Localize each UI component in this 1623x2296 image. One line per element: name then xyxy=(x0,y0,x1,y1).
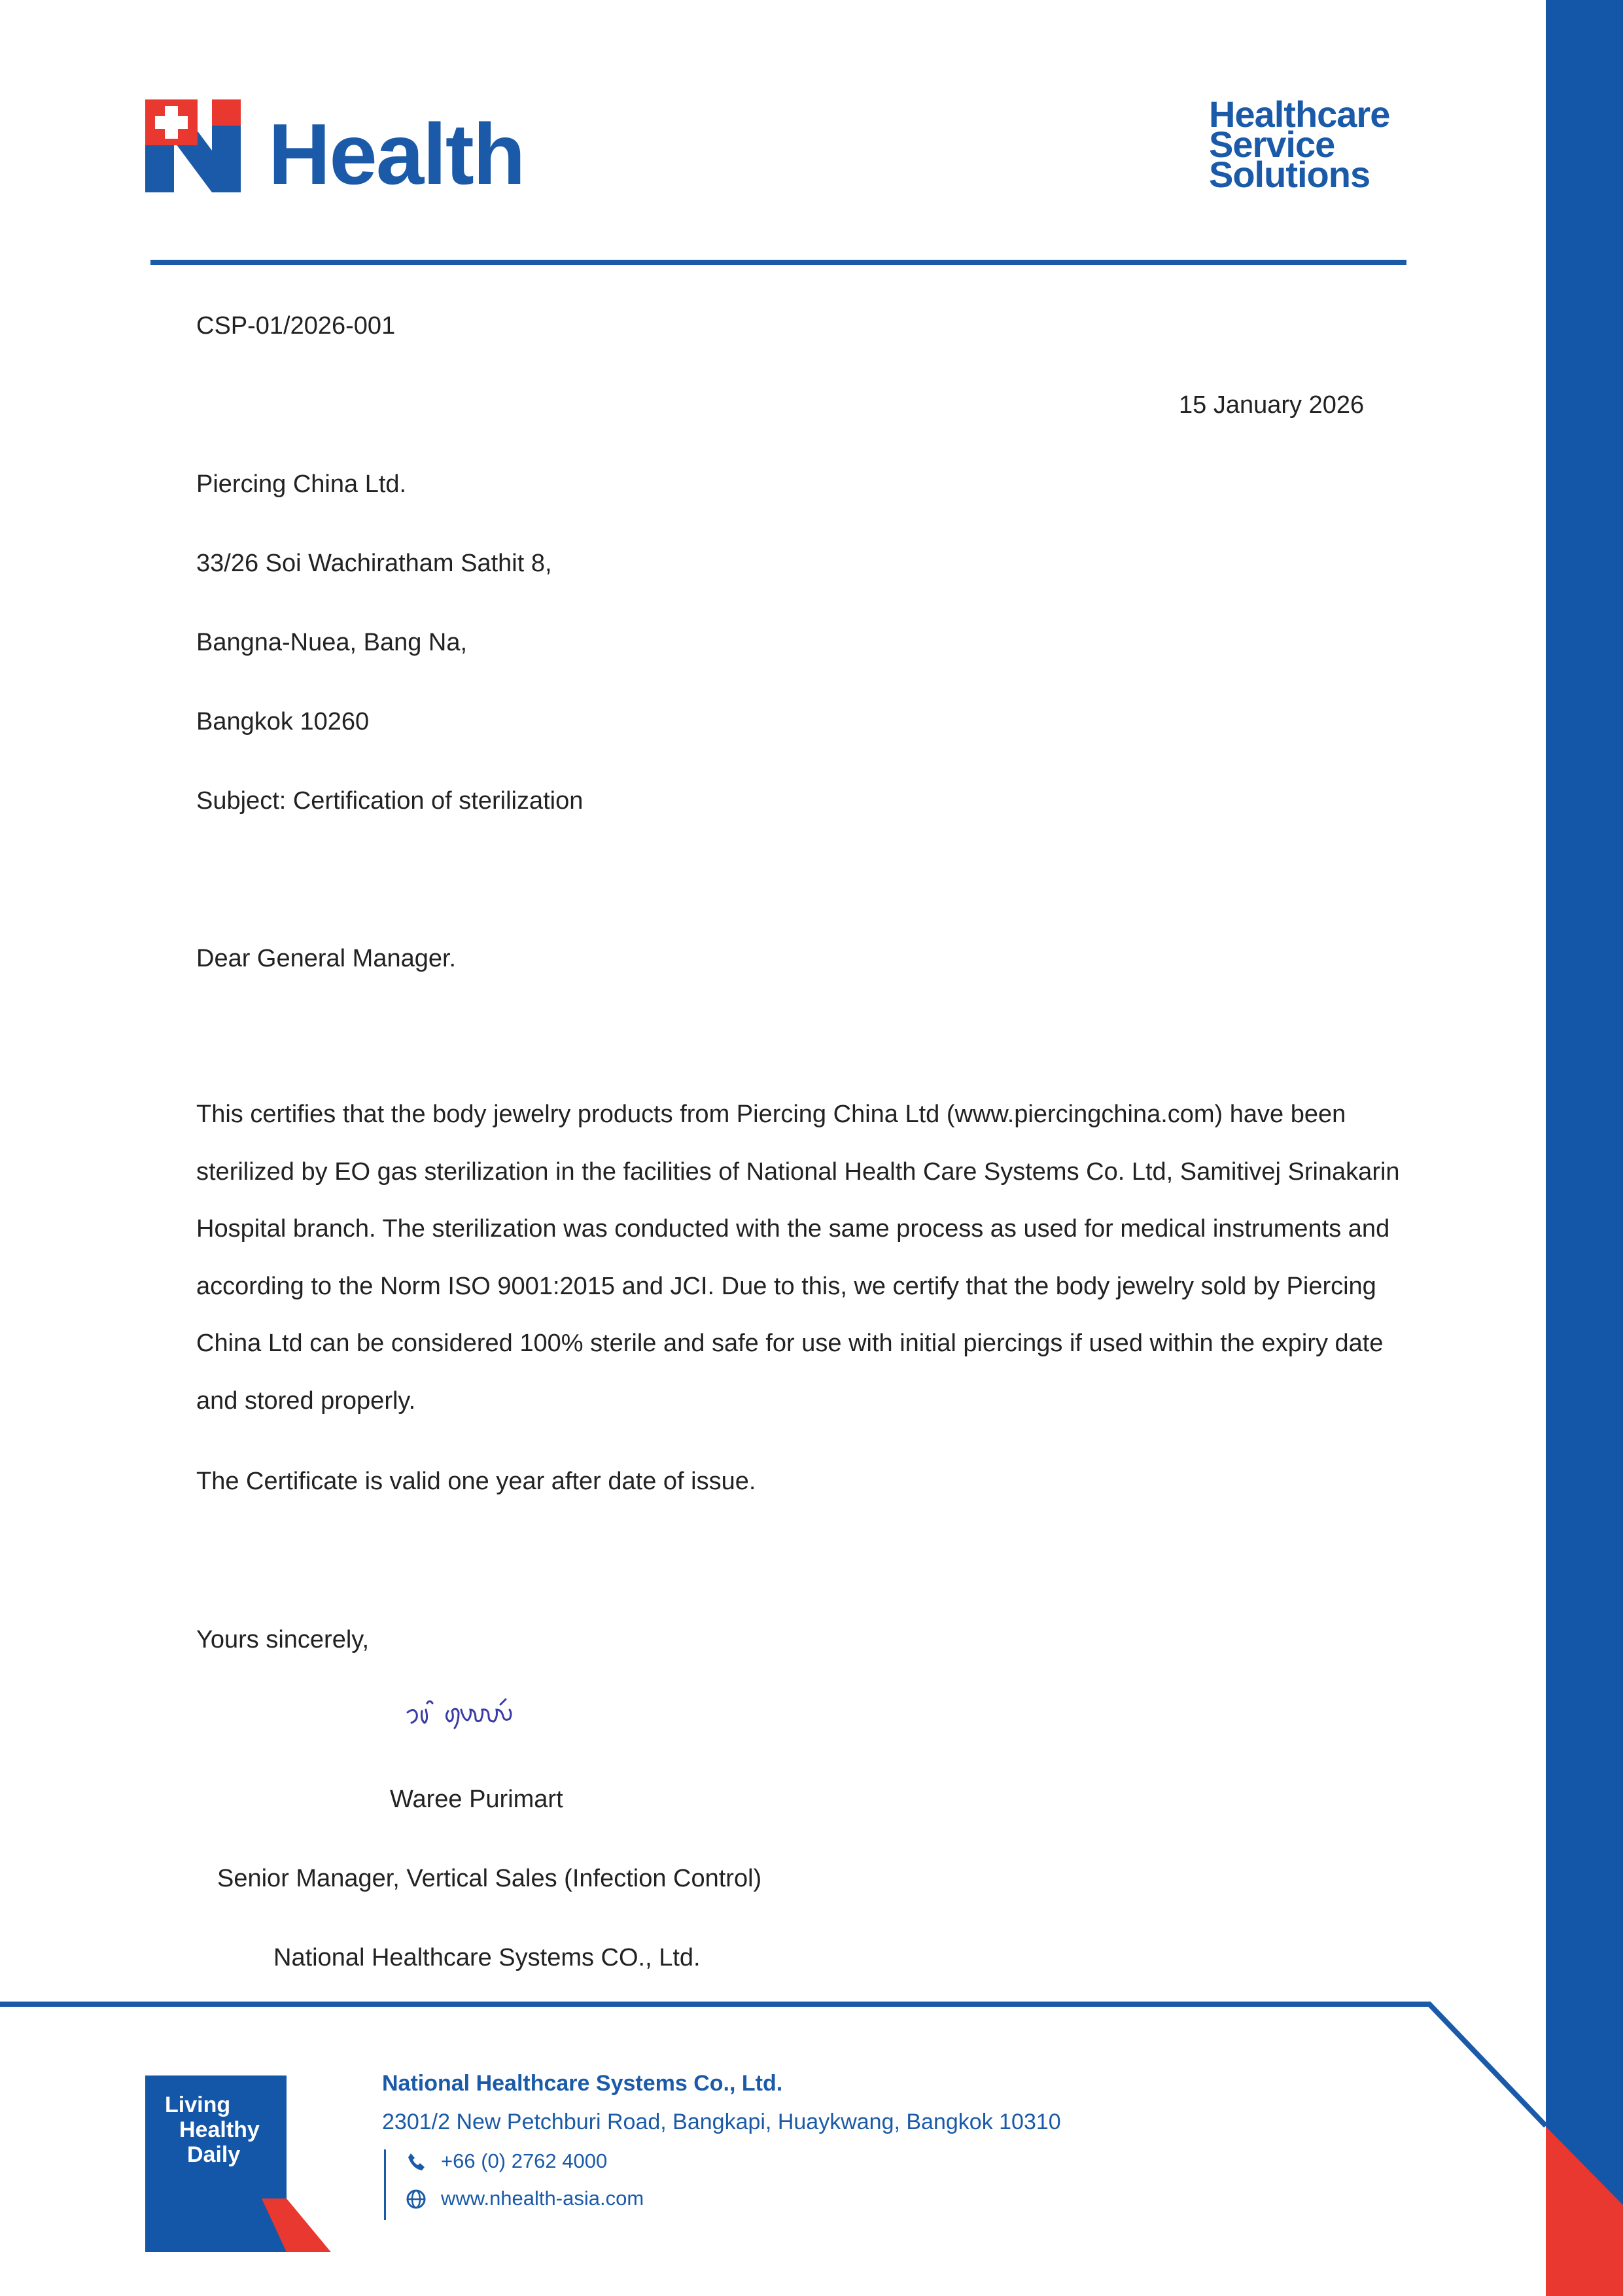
footer-company: National Healthcare Systems Co., Ltd. xyxy=(382,2071,783,2096)
body-line: according to the Norm ISO 9001:2015 and JCI. Due to this, we certify that the body jewelry sold by Piercing xyxy=(196,1272,1376,1300)
body-line: China Ltd can be considered 100% sterile and safe for use with initial piercings if used within the expiry date xyxy=(196,1330,1384,1357)
recipient-line: Piercing China Ltd. xyxy=(196,470,407,498)
signer-name: Waree Purimart xyxy=(390,1786,563,1813)
tagline-line: Service xyxy=(1209,124,1335,165)
footer-phone: +66 (0) 2762 4000 xyxy=(441,2149,608,2172)
sidebar-stripe xyxy=(1546,0,1623,2296)
phone-icon xyxy=(406,2151,427,2172)
recipient-line: Bangkok 10260 xyxy=(196,708,370,735)
badge-line: Living xyxy=(165,2093,231,2117)
body-line: This certifies that the body jewelry products from Piercing China Ltd (www.piercingchina.com) have been xyxy=(196,1101,1346,1128)
signer-company: National Healthcare Systems CO., Ltd. xyxy=(273,1944,701,1971)
n-health-logo-icon xyxy=(145,99,241,192)
tagline-block xyxy=(1209,94,1390,195)
subject-line: Subject: Certification of sterilization xyxy=(196,787,584,815)
validity-statement: The Certificate is valid one year after date of issue. xyxy=(196,1468,756,1495)
signer-title: Senior Manager, Vertical Sales (Infection Control) xyxy=(217,1865,762,1892)
footer-website[interactable]: www.nhealth-asia.com xyxy=(441,2187,644,2210)
closing: Yours sincerely, xyxy=(196,1626,370,1653)
body-line: sterilized by EO gas sterilization in the facilities of National Health Care Systems Co. Ltd, Samitivej Srinakarin xyxy=(196,1157,1400,1186)
body-line: and stored properly. xyxy=(196,1386,416,1415)
recipient-line: Bangna-Nuea, Bang Na, xyxy=(196,629,468,656)
reference-number: CSP-01/2026-001 xyxy=(196,312,396,340)
body-paragraph xyxy=(196,1086,1426,1430)
footer-contact-bar xyxy=(384,2149,386,2220)
badge-text xyxy=(165,2093,260,2167)
badge-line: Daily xyxy=(187,2142,241,2167)
tagline-line: Solutions xyxy=(1209,154,1370,195)
handwritten-signature xyxy=(402,1691,533,1744)
badge-red-corner xyxy=(262,2199,331,2252)
body-line: Hospital branch. The sterilization was conducted with the same process as used for medical instruments and xyxy=(196,1215,1390,1243)
logo-wordmark: Health xyxy=(268,106,525,202)
header-divider xyxy=(150,260,1406,265)
recipient-line: 33/26 Soi Wachiratham Sathit 8, xyxy=(196,550,552,577)
footer-address: 2301/2 New Petchburi Road, Bangkapi, Huaykwang, Bangkok 10310 xyxy=(382,2110,1061,2134)
salutation: Dear General Manager. xyxy=(196,945,457,972)
letter-date: 15 January 2026 xyxy=(1179,391,1365,419)
tagline-line: Healthcare xyxy=(1209,94,1390,135)
globe-icon xyxy=(406,2189,427,2210)
badge-line: Healthy xyxy=(179,2117,260,2142)
